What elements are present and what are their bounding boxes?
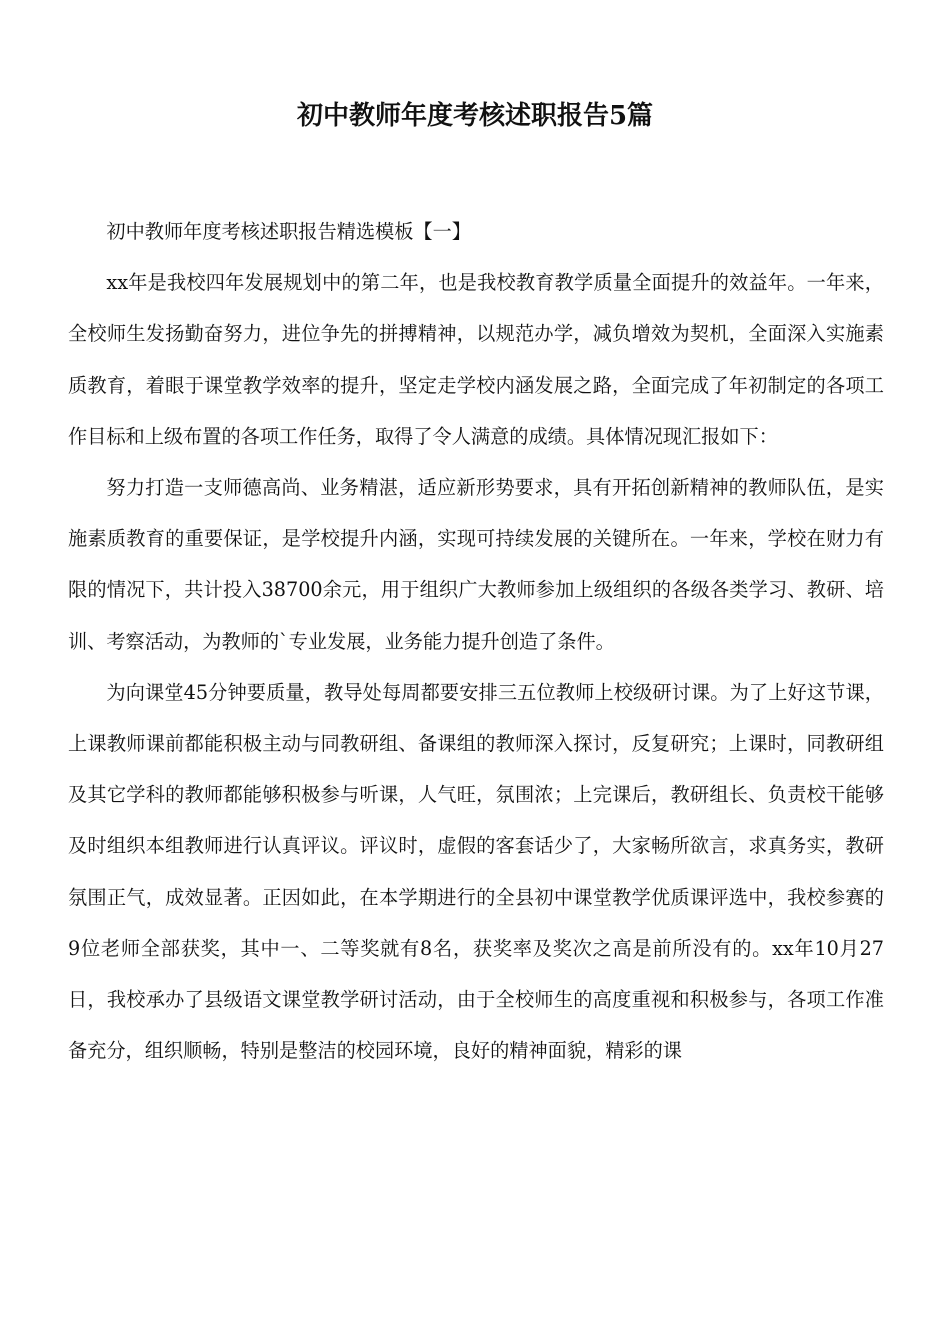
document-body (68, 206, 884, 1076)
paragraph-3: 为向课堂45分钟要质量，教导处每周都要安排三五位教师上校级研讨课。为了上好这节课，上课教师课前都能积极主动与同教研组、备课组的教师深入探讨，反复研究；上课时，同教研组及其它学科的教师都能够积极参与听课，人气旺，氛围浓；上完课后，教研组长、负责校干能够及时组织本组教师进行认真评议。评议时，虚假的客套话少了，大家畅所欲言，求真务实，教研氛围正气，成效显著。正因如此，在本学期进行的全县初中课堂教学优质课评选中，我校参赛的9位老师全部获奖，其中一、二等奖就有8名，获奖率及奖次之高是前所没有的。xx年10月27日，我校承办了县级语文课堂教学研讨活动，由于全校师生的高度重视和积极参与，各项工作准备充分，组织顺畅，特别是整洁的校园环境，良好的精神面貌，精彩的课 (68, 680, 884, 1063)
paragraph-1: xx年是我校四年发展规划中的第二年，也是我校教育教学质量全面提升的效益年。一年来，全校师生发扬勤奋努力，进位争先的拼搏精神，以规范办学，减负增效为契机，全面深入实施素质教育，着眼于课堂教学效率的提升，坚定走学校内涵发展之路，全面完成了年初制定的各项工作目标和上级布置的各项工作任务，取得了令人满意的成绩。具体情况现汇报如下： (68, 271, 884, 448)
paragraph-2: 努力打造一支师德高尚、业务精湛，适应新形势要求，具有开拓创新精神的教师队伍，是实施素质教育的重要保证，是学校提升内涵，实现可持续发展的关键所在。一年来，学校在财力有限的情况下，共计投入38700余元，用于组织广大教师参加上级组织的各级各类学习、教研、培训、考察活动，为教师的`专业发展，业务能力提升创造了条件。 (68, 476, 884, 653)
document-title: 初中教师年度考核述职报告5篇 (296, 101, 654, 131)
section-heading: 初中教师年度考核述职报告精选模板【一】 (106, 220, 471, 243)
